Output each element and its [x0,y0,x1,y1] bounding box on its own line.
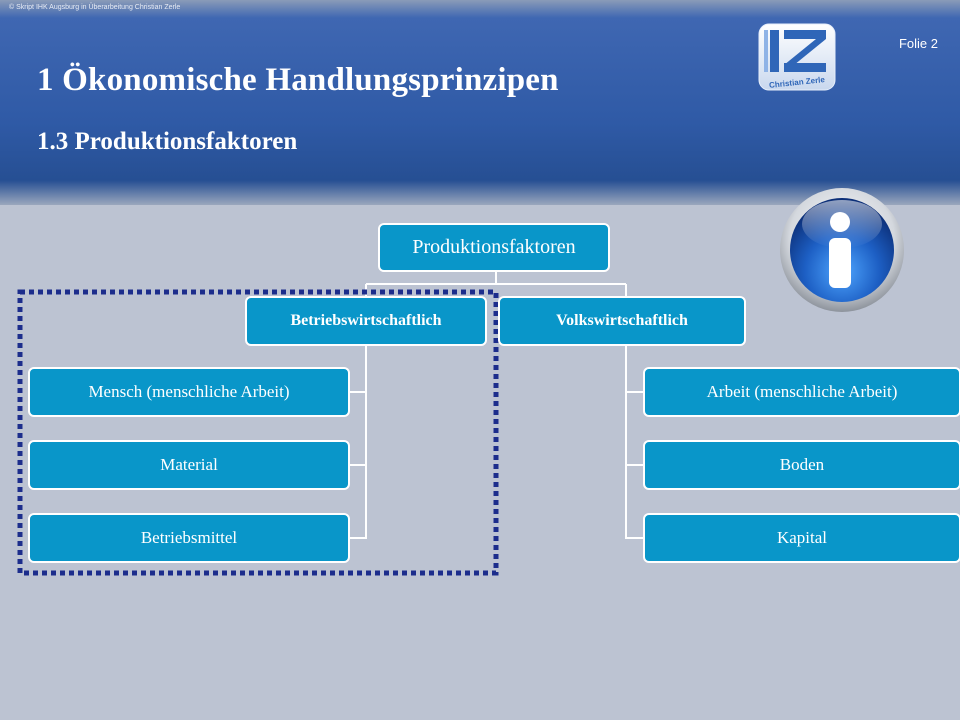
slide-subtitle: 1.3 Produktionsfaktoren [37,128,298,155]
node-betriebswirtschaftlich: Betriebswirtschaftlich [245,296,487,346]
node-material: Material [28,440,350,490]
node-volkswirtschaftlich: Volkswirtschaftlich [498,296,746,346]
logo-text: Christian Zerle [768,75,826,90]
node-root: Produktionsfaktoren [378,223,610,272]
node-mensch: Mensch (menschliche Arbeit) [28,367,350,417]
node-betriebsmittel: Betriebsmittel [28,513,350,563]
node-boden: Boden [643,440,960,490]
copyright-note: © Skript IHK Augsburg in Überarbeitung Christian Zerle [9,4,181,11]
slide-title: 1 Ökonomische Handlungsprinzipen [37,62,559,98]
node-kapital: Kapital [643,513,960,563]
node-arbeit: Arbeit (menschliche Arbeit) [643,367,960,417]
slide-number: Folie 2 [898,36,938,51]
